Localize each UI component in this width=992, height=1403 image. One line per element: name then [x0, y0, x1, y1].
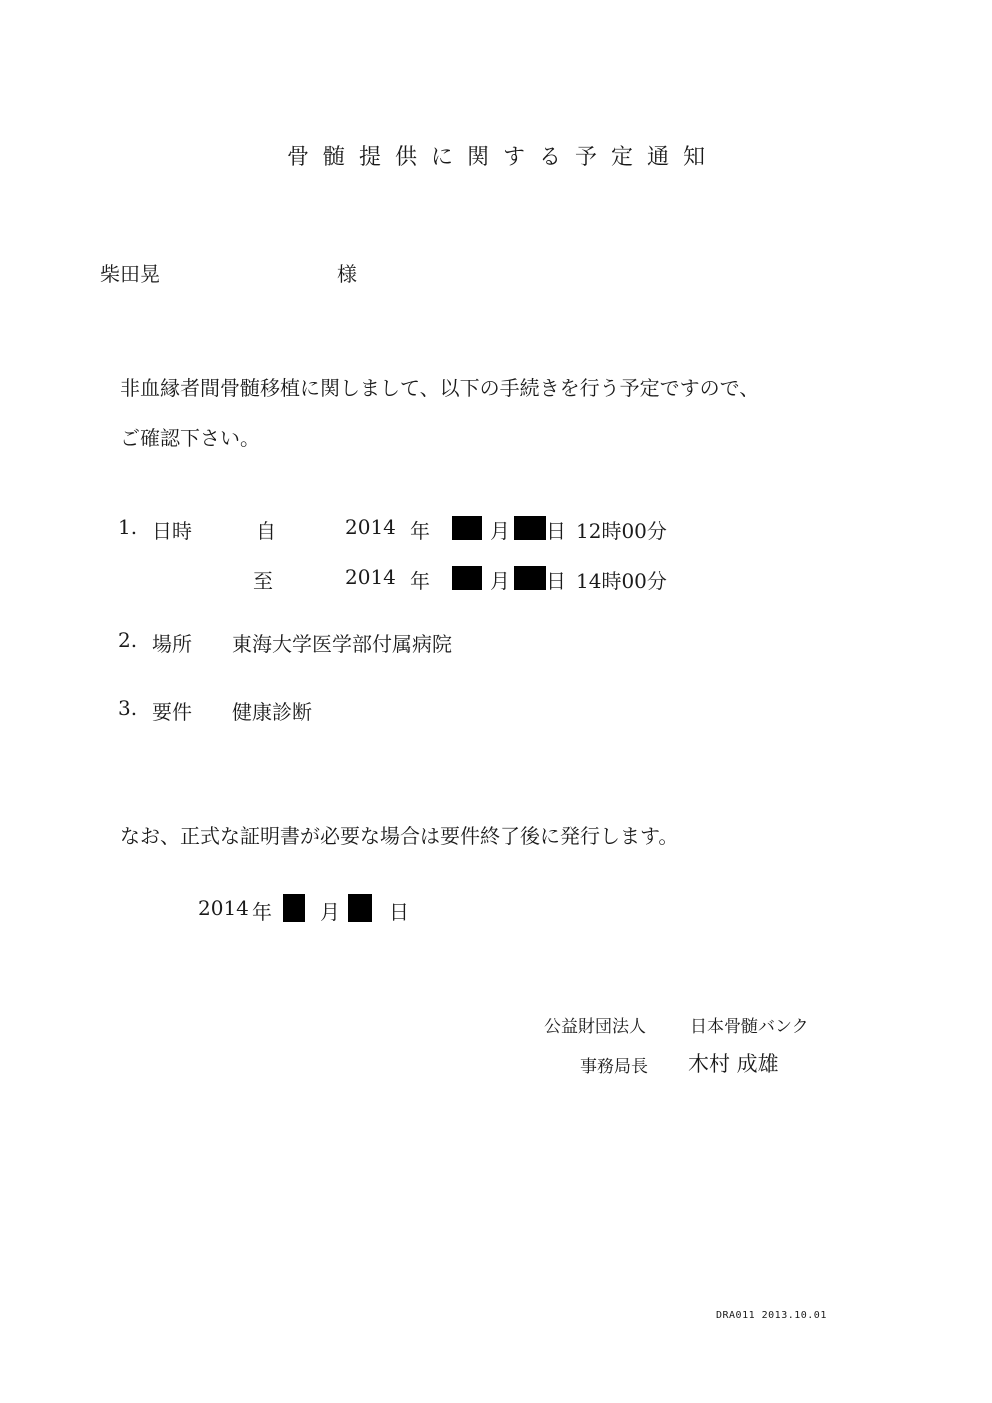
redaction-block — [348, 894, 372, 922]
item-label-datetime: 日時 — [152, 519, 192, 543]
redaction-block — [514, 516, 546, 540]
redaction-block — [283, 894, 305, 922]
item-number-3: 3. — [118, 696, 138, 720]
issuer-org-name: 日本骨髄バンク — [690, 1017, 809, 1037]
datetime-to-month-unit: 月 — [490, 569, 510, 593]
issue-date-year-unit: 年 — [252, 900, 272, 924]
recipient-name: 柴田晃 — [100, 262, 160, 286]
issue-date-day-unit: 日 — [389, 900, 409, 924]
redaction-block — [452, 566, 482, 590]
datetime-to-year: 2014 — [345, 565, 396, 589]
document-title: 骨髄提供に関する予定通知 — [286, 145, 719, 170]
redaction-block — [514, 566, 546, 590]
item-number-1: 1. — [118, 515, 138, 539]
intro-line-2: ご確認下さい。 — [120, 426, 260, 450]
datetime-to-day-unit: 日 — [546, 569, 566, 593]
item-label-place: 場所 — [152, 632, 192, 656]
item-value-place: 東海大学医学部付属病院 — [232, 632, 452, 656]
item-number-2: 2. — [118, 628, 138, 652]
issuer-org-type: 公益財団法人 — [544, 1017, 646, 1037]
issue-date-month-unit: 月 — [320, 900, 340, 924]
datetime-from-time: 12時00分 — [576, 519, 667, 543]
item-label-purpose: 要件 — [152, 700, 192, 724]
recipient-honorific: 様 — [337, 262, 357, 286]
datetime-from-year-unit: 年 — [410, 519, 430, 543]
certificate-note: なお、正式な証明書が必要な場合は要件終了後に発行します。 — [120, 824, 679, 848]
datetime-from-day-unit: 日 — [546, 519, 566, 543]
redaction-block — [452, 516, 482, 540]
datetime-from-year: 2014 — [345, 515, 396, 539]
item-value-purpose: 健康診断 — [232, 700, 312, 724]
form-code: DRA011 2013.10.01 — [716, 1310, 827, 1321]
datetime-to-year-unit: 年 — [410, 569, 430, 593]
issue-date-year: 2014 — [198, 896, 249, 920]
datetime-from-month-unit: 月 — [490, 519, 510, 543]
datetime-to-prefix: 至 — [253, 569, 273, 593]
datetime-to-time: 14時00分 — [576, 569, 667, 593]
issuer-name: 木村 成雄 — [688, 1052, 779, 1076]
intro-line-1: 非血縁者間骨髄移植に関しまして、以下の手続きを行う予定ですので、 — [120, 376, 760, 400]
datetime-from-prefix: 自 — [256, 519, 276, 543]
issuer-position: 事務局長 — [580, 1057, 648, 1077]
